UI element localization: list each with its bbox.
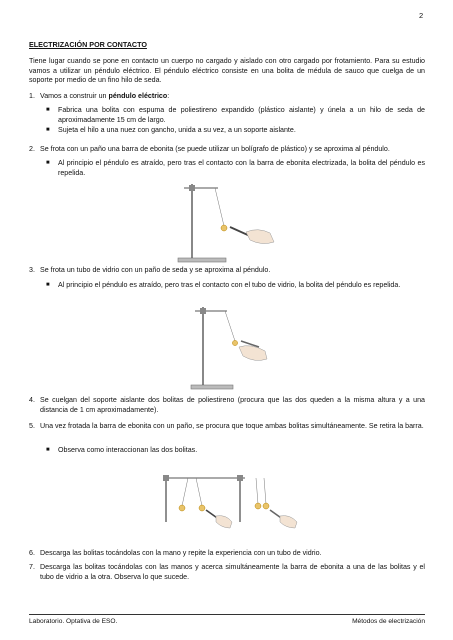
step-number: 2.	[29, 145, 35, 153]
bullet-square-icon: ■	[46, 447, 50, 453]
figure-pendulum-ebonite	[170, 180, 285, 265]
step-number: 5.	[29, 422, 35, 430]
step-number: 7.	[29, 563, 35, 571]
step-text: Se frota un tubo de vidrio con un paño de seda y se aproxima al péndulo.	[40, 266, 271, 274]
bullet-text: Al principio el péndulo es atraído, pero tras el contacto con el tubo de vidrio, la bolita del péndulo es repelida.	[58, 281, 401, 289]
step-number: 3.	[29, 266, 35, 274]
section-title: ELECTRIZACIÓN POR CONTACTO	[29, 40, 147, 49]
bullet-square-icon: ■	[46, 282, 50, 288]
step-text-bold: péndulo eléctrico	[108, 92, 168, 100]
bullet-square-icon: ■	[46, 160, 50, 166]
bullet-item	[46, 126, 425, 136]
bullet-text: Sujeta el hilo a una nuez con gancho, unida a su vez, a un soporte aislante.	[58, 126, 296, 134]
step-1	[29, 92, 425, 102]
bullet-item	[46, 446, 425, 456]
step-5	[29, 422, 425, 442]
figure-pendulum-glass	[185, 303, 280, 393]
step-text: Una vez frotada la barra de ebonita con un paño, se procura que toque ambas bolitas simultáneamente. Se retira la barra.	[40, 422, 424, 430]
bullet-item	[46, 159, 425, 178]
step-text-part: Vamos a construir un	[40, 92, 109, 100]
bullet-text: Observa como interaccionan las dos bolitas.	[58, 446, 198, 454]
step-number: 1.	[29, 92, 35, 100]
step-7	[29, 563, 425, 583]
step-text	[40, 92, 425, 102]
bullet-text: Al principio el péndulo es atraído, pero tras el contacto con la barra de ebonita electrizada, la bolita del péndulo es repelida.	[58, 159, 425, 177]
figure-two-balls	[160, 470, 305, 535]
step-text: Descarga las bolitas tocándolas con la mano y repite la experiencia con un tubo de vidrio.	[40, 549, 322, 557]
footer-right-text: Métodos de electrización	[352, 618, 425, 625]
footer-left-text: Laboratorio. Optativa de ESO.	[29, 618, 118, 625]
bullet-square-icon: ■	[46, 127, 50, 133]
step-text: Se frota con un paño una barra de ebonita (se puede utilizar un bolígrafo de plástico) y se aproxima al péndulo.	[40, 145, 390, 153]
step-number: 4.	[29, 396, 35, 404]
bullet-item	[46, 106, 425, 125]
step-text-part: :	[167, 92, 170, 100]
page-number: 2	[419, 11, 424, 20]
bullet-item	[46, 281, 425, 291]
step-6	[29, 549, 425, 559]
step-text: Descarga las bolitas tocándolas con las manos y acerca simultáneamente la barra de ebonita a una de las bolitas y el tubo de vidrio a la otra. Observa lo que sucede.	[40, 563, 425, 581]
step-text: Se cuelgan del soporte aislante dos bolitas de poliestireno (procura que las dos queden a la misma altura y a una distancia de 1 cm aproximadamente).	[40, 396, 425, 414]
bullet-text: Fabrica una bolita con espuma de poliestireno expandido (plástico aislante) y únela a un hilo de seda de aproximadamente 15 cm de largo.	[58, 106, 425, 124]
intro-paragraph: Tiene lugar cuando se pone en contacto un cuerpo no cargado y aislado con otro cargado por frotamiento. Para su estudio vamos a utilizar un péndulo eléctrico. El péndulo eléctrico consiste en una bolita de médula de sauco que cuelga de un soporte por medio de un fino hilo de seda.	[29, 57, 425, 85]
step-number: 6.	[29, 549, 35, 557]
footer-divider	[29, 614, 425, 615]
step-4	[29, 396, 425, 416]
step-2	[29, 145, 425, 155]
step-3	[29, 266, 425, 276]
bullet-square-icon: ■	[46, 107, 50, 113]
